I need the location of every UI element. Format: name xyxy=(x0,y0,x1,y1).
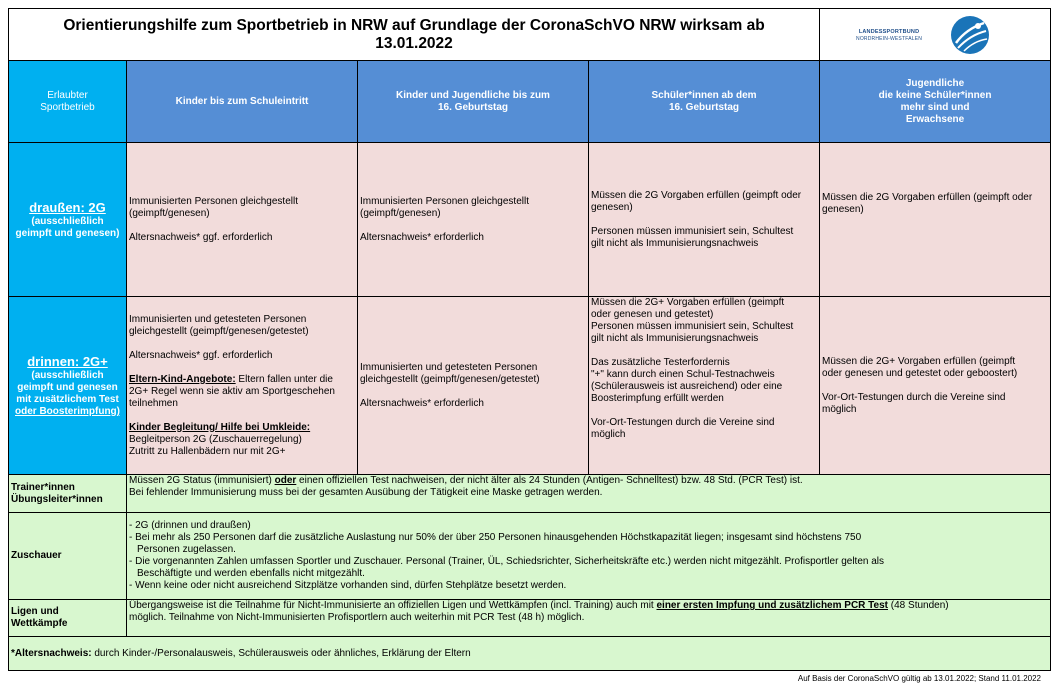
header-row xyxy=(9,61,1051,143)
outdoor-label: draußen: 2G (ausschließlich geimpft und genesen) xyxy=(9,143,127,297)
footer-validity-note: Auf Basis der CoronaSchVO gültig ab 13.01.2022; Stand 11.01.2022 xyxy=(797,674,1041,683)
outdoor-children-under-16: Immunisierten Personen gleichgestellt (geimpft/genesen) Altersnachweis* erforderlich xyxy=(358,143,589,297)
leagues-rules: Übergangsweise ist die Teilnahme für Nicht-Immunisierte an offiziellen Ligen und Wettkämpfen (incl. Training) auch mit einer ersten Impfung und zusätzlichem PCR Test (48 Stunden) möglich. Teilnahme von Nicht-Immunisierten Profisportlern auch weiterhin mit PCR Test (48 h) möglich. xyxy=(127,600,1051,637)
rules-table xyxy=(8,8,1051,671)
header-col-adults: Jugendliche die keine Schüler*innen mehr sind und Erwachsene xyxy=(820,61,1051,143)
title-line-1: Orientierungshilfe zum Sportbetrieb in NRW auf Grundlage der CoronaSchVO NRW wirksam ab xyxy=(63,16,765,34)
page-title xyxy=(9,9,820,61)
outdoor-pupils-16-plus: Müssen die 2G Vorgaben erfüllen (geimpft oder genesen) Personen müssen immunisiert sein, Schultest gilt nicht als Immunisierungsnachweis xyxy=(589,143,820,297)
title-line-2: 13.01.2022 xyxy=(375,34,453,52)
trainer-rules: Müssen 2G Status (immunisiert) oder einen offiziellen Test nachweisen, der nicht älter als 24 Stunden (Antigen- Schnelltest) bzw. 48 Std. (PCR Test) ist. Bei fehlender Immunisierung muss bei der gesamten Ausübung der Tätigkeit eine Maske getragen werden. xyxy=(127,475,1051,513)
trainer-label: Trainer*innen Übungsleiter*innen xyxy=(9,475,127,513)
indoor-adults: Müssen die 2G+ Vorgaben erfüllen (geimpft oder genesen und getestet oder geboostert) Vor-Ort-Testungen durch die Vereine sind möglich xyxy=(820,297,1051,475)
logo xyxy=(820,9,1051,61)
indoor-children-under-16: Immunisierten und getesteten Personen gleichgestellt (geimpft/genesen/getestet) Altersnachweis* erforderlich xyxy=(358,297,589,475)
spectators-label: Zuschauer xyxy=(9,513,127,600)
spectators-row xyxy=(9,513,1051,600)
trainer-row xyxy=(9,475,1051,513)
header-col-allowed-sport: Erlaubter Sportbetrieb xyxy=(9,61,127,143)
lsb-logo-icon xyxy=(950,15,990,55)
spectators-rules: - 2G (drinnen und draußen) - Bei mehr als 250 Personen darf die zusätzliche Auslastung nur 50% der über 250 Personen hinausgehenden Höchstkapazität liegen; insgesamt sind höchstens 750 Personen zugelassen. - Die vorgenannten Zahlen umfassen Sportler und Zuschauer. Personal (Trainer, ÜL, Schiedsrichter, Sicherheitskräfte etc.) werden nicht mitgezählt. Profisportler gelten als Beschäftigte und werden ebenfalls nicht mitgezählt. - Wenn keine oder nicht ausreichend Sitzplätze vorhanden sind, dürfen Stehplätze besetzt werden. xyxy=(127,513,1051,600)
indoor-label: drinnen: 2G+ (ausschließlich geimpft und genesen mit zusätzlichem Test oder Boosterimpfung) xyxy=(9,297,127,475)
note-row xyxy=(9,637,1051,671)
outdoor-row xyxy=(9,143,1051,297)
header-col-pupils-16-plus: Schüler*innen ab dem 16. Geburtstag xyxy=(589,61,820,143)
indoor-row xyxy=(9,297,1051,475)
leagues-label: Ligen und Wettkämpfe xyxy=(9,600,127,637)
outdoor-adults: Müssen die 2G Vorgaben erfüllen (geimpft oder genesen) xyxy=(820,143,1051,297)
indoor-children-preschool: Immunisierten und getesteten Personen gleichgestellt (geimpft/genesen/getestet) Altersnachweis* ggf. erforderlich Eltern-Kind-Angebote: Eltern fallen unter die 2G+ Regel wenn sie aktiv am Sportgeschehen teilnehmen Kinder Begleitung/ Hilfe bei Umkleide: Begleitperson 2G (Zuschauerregelung) Zutritt zu Hallenbädern nur mit 2G+ xyxy=(127,297,358,475)
title-row xyxy=(9,9,1051,61)
age-proof-note: *Altersnachweis: durch Kinder-/Personalausweis, Schülerausweis oder ähnliches, Erklärung der Eltern xyxy=(9,637,1051,671)
rules-table-sheet xyxy=(8,8,1050,671)
logo-text xyxy=(856,29,922,43)
logo-line-2: NORDRHEIN-WESTFALEN xyxy=(856,36,923,42)
outdoor-children-preschool: Immunisierten Personen gleichgestellt (geimpft/genesen) Altersnachweis* ggf. erforderlich xyxy=(127,143,358,297)
header-col-children-preschool: Kinder bis zum Schuleintritt xyxy=(127,61,358,143)
logo-line-1: LANDESSPORTBUND xyxy=(858,29,920,35)
leagues-row xyxy=(9,600,1051,637)
indoor-pupils-16-plus: Müssen die 2G+ Vorgaben erfüllen (geimpft oder genesen und getestet) Personen müssen immunisiert sein, Schultest gilt nicht als Immunisierungsnachweis Das zusätzliche Testerfordernis "+" kann durch einen Schul-Testnachweis (Schülerausweis ist ausreichend) oder eine Boosterimpfung erfüllt werden Vor-Ort-Testungen durch die Vereine sind möglich xyxy=(589,297,820,475)
header-col-children-under-16: Kinder und Jugendliche bis zum 16. Geburtstag xyxy=(358,61,589,143)
